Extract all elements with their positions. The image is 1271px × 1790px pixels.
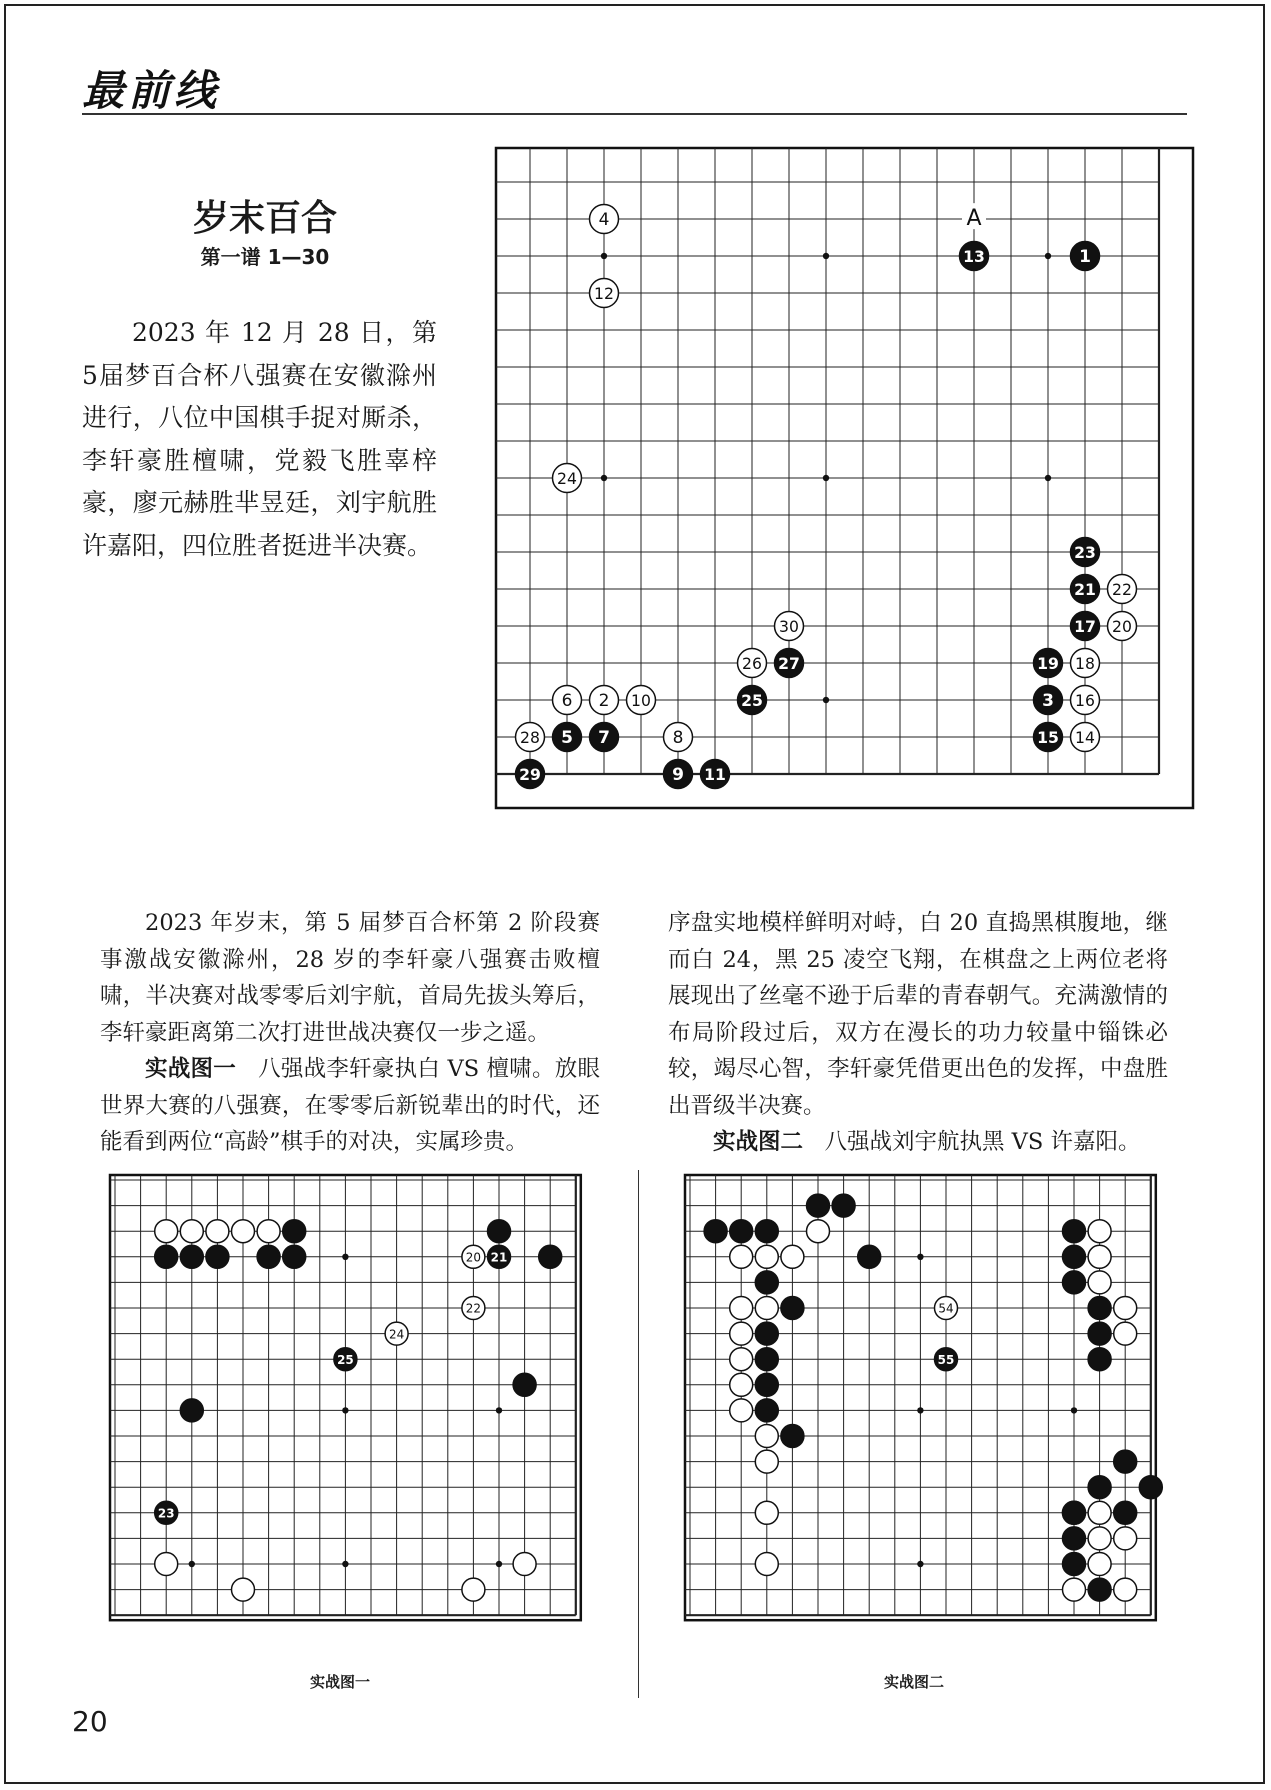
white-stone [462, 1297, 485, 1320]
white-stone [462, 1245, 485, 1268]
figure2-caption: 实战图二 [883, 1673, 944, 1691]
move-number: 21 [490, 1250, 508, 1265]
white-stone [180, 1220, 203, 1243]
white-stone [664, 723, 693, 752]
move-number: 4 [598, 210, 610, 231]
move-number: 25 [337, 1352, 354, 1367]
column-divider [638, 1170, 639, 1698]
white-stone [1088, 1553, 1111, 1576]
page-number: 20 [72, 1705, 108, 1738]
black-stone [775, 649, 804, 678]
move-number: 21 [1074, 580, 1096, 600]
figure2-label: 实战图二 [713, 1129, 804, 1155]
white-stone [155, 1553, 178, 1576]
move-number: 24 [388, 1327, 405, 1342]
star-point [342, 1561, 348, 1567]
star-point [823, 475, 829, 481]
white-stone [385, 1322, 408, 1345]
white-stone [232, 1578, 255, 1601]
white-stone [730, 1373, 753, 1396]
white-stone [730, 1297, 753, 1320]
move-number: 9 [672, 765, 684, 786]
black-stone [1088, 1476, 1111, 1499]
black-stone [283, 1245, 306, 1268]
move-number: 17 [1074, 617, 1096, 637]
move-number: 27 [778, 654, 800, 674]
intro-paragraph: 2023 年 12 月 28 日，第5届梦百合杯八强赛在安徽滁州进行，八位中国棋手捉对厮杀，李轩豪胜檀啸，党毅飞胜辜梓豪，廖元赫胜芈昱廷，刘宇航胜许嘉阳，四位胜者挺进半决赛。 [82, 318, 437, 560]
white-stone [1088, 1527, 1111, 1550]
black-stone [1034, 649, 1063, 678]
white-stone [755, 1297, 778, 1320]
white-stone [1108, 575, 1137, 604]
star-point [342, 1254, 348, 1260]
black-stone [180, 1399, 203, 1422]
section-header: 最前线 [82, 66, 221, 115]
black-stone [1088, 1348, 1111, 1371]
move-number: 16 [1075, 691, 1095, 711]
white-stone [1114, 1527, 1137, 1550]
black-stone [701, 760, 730, 789]
main-go-diagram [496, 146, 1172, 806]
white-stone [730, 1322, 753, 1345]
black-stone [516, 760, 545, 789]
white-stone [206, 1220, 229, 1243]
black-stone [206, 1245, 229, 1268]
black-stone [832, 1194, 855, 1217]
move-number: 23 [1074, 543, 1096, 563]
white-stone [1088, 1501, 1111, 1524]
body-left-paragraph-1: 2023 年岁末，第 5 届梦百合杯第 2 阶段赛事激战安徽滁州，28 岁的李轩豪八强赛击败檀啸，半决赛对战零零后刘宇航，首局先拔头筹后，李轩豪距离第二次打进世战决赛仅一步之遥。 [100, 910, 600, 1046]
move-number: 15 [1037, 728, 1059, 748]
move-number: 19 [1037, 654, 1059, 674]
black-stone [704, 1220, 727, 1243]
black-stone [960, 242, 989, 271]
black-stone [1088, 1322, 1111, 1345]
black-stone [1034, 686, 1063, 715]
white-stone [755, 1425, 778, 1448]
black-stone [664, 760, 693, 789]
move-number: 24 [557, 469, 577, 489]
star-point [1045, 253, 1051, 259]
white-stone [590, 205, 619, 234]
black-stone [807, 1194, 830, 1217]
black-stone [935, 1348, 958, 1371]
move-number: 8 [672, 728, 684, 749]
move-number: 1 [1079, 247, 1091, 268]
black-stone [1088, 1297, 1111, 1320]
body-left-column [100, 905, 600, 1161]
board-grid [110, 1175, 581, 1620]
move-number: 20 [1112, 617, 1132, 637]
black-stone [1071, 575, 1100, 604]
white-stone [1071, 686, 1100, 715]
move-number: 3 [1042, 691, 1054, 712]
white-stone [1114, 1578, 1137, 1601]
black-stone [755, 1322, 778, 1345]
white-stone [257, 1220, 280, 1243]
white-stone [553, 464, 582, 493]
star-point [496, 1561, 502, 1567]
white-stone [775, 612, 804, 641]
black-stone [1114, 1450, 1137, 1473]
black-stone [1063, 1501, 1086, 1524]
position-label-a: A [966, 206, 982, 232]
move-number: 10 [631, 691, 651, 711]
article-title: 岁末百合 [192, 198, 337, 239]
black-stone [1071, 242, 1100, 271]
white-stone [730, 1245, 753, 1268]
white-stone [1108, 612, 1137, 641]
black-stone [781, 1297, 804, 1320]
black-stone [1088, 1578, 1111, 1601]
black-stone [738, 686, 767, 715]
move-number: 54 [938, 1301, 954, 1316]
move-number: 18 [1075, 654, 1095, 674]
move-number: 22 [465, 1301, 482, 1316]
white-stone [1071, 649, 1100, 678]
black-stone [155, 1501, 178, 1524]
white-stone [730, 1399, 753, 1422]
white-stone [755, 1501, 778, 1524]
black-stone [730, 1220, 753, 1243]
white-stone [730, 1348, 753, 1371]
article-subtitle: 第一谱 1—30 [200, 245, 330, 269]
move-number: 2 [598, 691, 610, 712]
star-point [823, 253, 829, 259]
star-point [496, 1407, 502, 1413]
black-stone [539, 1245, 562, 1268]
white-stone [590, 279, 619, 308]
move-number: 5 [561, 728, 573, 749]
move-number: 12 [594, 284, 614, 304]
black-stone [1034, 723, 1063, 752]
black-stone [755, 1399, 778, 1422]
black-stone [1063, 1527, 1086, 1550]
black-stone [1063, 1271, 1086, 1294]
star-point [601, 475, 607, 481]
black-stone [858, 1245, 881, 1268]
black-stone [755, 1348, 778, 1371]
move-number: 11 [704, 765, 726, 785]
white-stone [1063, 1578, 1086, 1601]
move-number: 55 [937, 1352, 955, 1367]
move-number: 28 [520, 728, 540, 748]
black-stone [755, 1220, 778, 1243]
black-stone [1063, 1220, 1086, 1243]
black-stone [488, 1220, 511, 1243]
move-number: 23 [157, 1506, 175, 1521]
figure1-text: 八强战李轩豪执白 VS 檀啸。放眼世界大赛的八强赛，在零零后新锐辈出的时代，还能看到两位“高龄”棋手的对决，实属珍贵。 [100, 1056, 600, 1155]
white-stone [781, 1245, 804, 1268]
move-number: 14 [1075, 728, 1095, 748]
white-stone [513, 1553, 536, 1576]
star-point [917, 1407, 923, 1413]
white-stone [738, 649, 767, 678]
move-number: 26 [742, 654, 762, 674]
board-grid [685, 1175, 1156, 1620]
black-stone [1063, 1245, 1086, 1268]
star-point [1071, 1407, 1077, 1413]
star-point [917, 1254, 923, 1260]
white-stone [516, 723, 545, 752]
figure1-caption: 实战图一 [309, 1673, 370, 1691]
black-stone [155, 1245, 178, 1268]
white-stone [1114, 1297, 1137, 1320]
black-stone [1063, 1553, 1086, 1576]
black-stone [334, 1348, 357, 1371]
body-left-paragraph-2 [100, 1051, 600, 1161]
figure2-go-diagram [685, 1175, 1151, 1645]
white-stone [1088, 1245, 1111, 1268]
black-stone [755, 1271, 778, 1294]
white-stone [755, 1245, 778, 1268]
move-number: 22 [1112, 580, 1132, 600]
star-point [917, 1561, 923, 1567]
star-point [189, 1561, 195, 1567]
black-stone [781, 1425, 804, 1448]
black-stone [257, 1245, 280, 1268]
black-stone [1139, 1476, 1162, 1499]
figure2-text: 八强战刘宇航执黑 VS 许嘉阳。 [824, 1129, 1141, 1155]
figure1-go-diagram [110, 1175, 576, 1645]
black-stone [283, 1220, 306, 1243]
body-right-column [668, 905, 1168, 1161]
body-right-paragraph-1: 序盘实地模样鲜明对峙，白 20 直捣黑棋腹地，继而白 24，黑 25 凌空飞翔，在棋盘之上两位老将展现出了丝毫不逊于后辈的青春朝气。充满激情的布局阶段过后，双方在漫长的功力较量中锱铢必较，竭尽心智，李轩豪凭借更出色的发挥，中盘胜出晋级半决赛。 [668, 910, 1168, 1119]
white-stone [1088, 1220, 1111, 1243]
white-stone [553, 686, 582, 715]
move-number: 29 [519, 765, 541, 785]
white-stone [1114, 1322, 1137, 1345]
white-stone [755, 1553, 778, 1576]
figure1-label: 实战图一 [145, 1056, 236, 1082]
star-point [1045, 475, 1051, 481]
white-stone [1071, 723, 1100, 752]
move-number: 7 [598, 728, 610, 749]
move-number: 20 [465, 1250, 482, 1265]
black-stone [1071, 538, 1100, 567]
move-number: 30 [779, 617, 799, 637]
header-rule [82, 113, 1187, 115]
black-stone [513, 1373, 536, 1396]
move-number: 6 [561, 691, 573, 712]
white-stone [1088, 1271, 1111, 1294]
white-stone [755, 1450, 778, 1473]
black-stone [1071, 612, 1100, 641]
black-stone [755, 1373, 778, 1396]
black-stone [553, 723, 582, 752]
white-stone [232, 1220, 255, 1243]
black-stone [488, 1245, 511, 1268]
star-point [342, 1407, 348, 1413]
star-point [601, 253, 607, 259]
white-stone [627, 686, 656, 715]
move-number: 13 [963, 247, 985, 267]
black-stone [1114, 1501, 1137, 1524]
move-number: 25 [741, 691, 763, 711]
body-right-paragraph-2 [668, 1124, 1168, 1161]
white-stone [590, 686, 619, 715]
black-stone [180, 1245, 203, 1268]
white-stone [462, 1578, 485, 1601]
star-point [823, 697, 829, 703]
black-stone [590, 723, 619, 752]
white-stone [935, 1297, 958, 1320]
white-stone [155, 1220, 178, 1243]
white-stone [807, 1220, 830, 1243]
